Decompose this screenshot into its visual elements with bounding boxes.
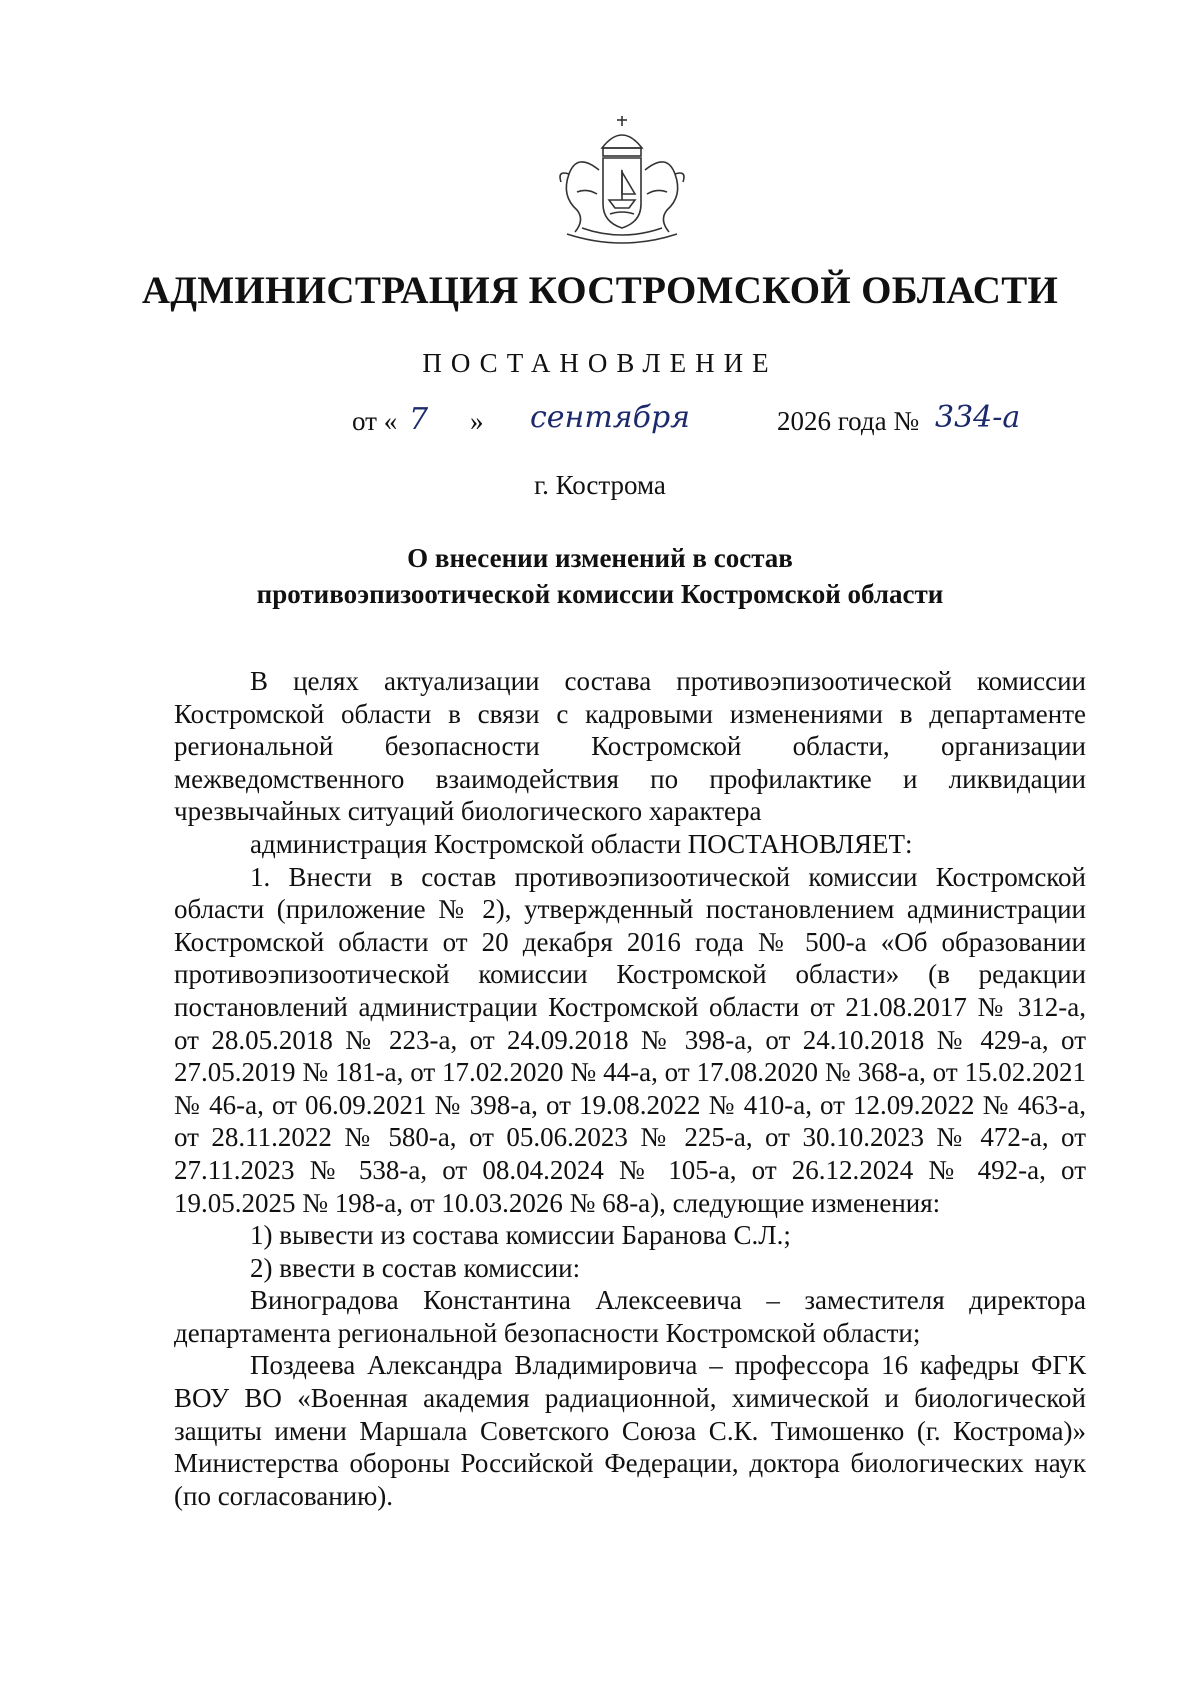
body-paragraph: 1) вывести из состава комиссии Баранова С.Л.; (250, 1220, 791, 1251)
document-body (174, 665, 1086, 1512)
date-day-close: » (470, 406, 484, 436)
organization-title: АДМИНИСТРАЦИЯ КОСТРОМСКОЙ ОБЛАСТИ (141, 269, 1059, 312)
subject-line-1: О внесении изменений в состав (407, 543, 793, 573)
body-paragraph: администрация Костромской области ПОСТАНОВЛЯЕТ: (250, 828, 913, 859)
body-paragraph: Поздеева Александра Владимировича – профессора 16 кафедры ФГК ВОУ ВО «Военная академия радиационной, химической и биологической защиты имени Маршала Советского Союза С.К. Тимошенко (г. Кострома)» Министерства обороны Российской Федерации, доктора биологических наук (по согласованию). (174, 1350, 1086, 1511)
handwritten-day: 7 (409, 402, 429, 437)
body-paragraph: 2) ввести в состав комиссии: (250, 1252, 581, 1283)
subject-line-2: противоэпизоотической комиссии Костромской области (256, 579, 944, 609)
handwritten-number: 334-а (935, 400, 1021, 435)
document-subject (0, 540, 1200, 612)
document-type: ПОСТАНОВЛЕНИЕ (422, 348, 778, 378)
date-year: 2026 года № (777, 406, 920, 436)
handwritten-month: сентября (530, 400, 691, 435)
date-prefix: от « (352, 406, 398, 436)
body-paragraph: В целях актуализации состава противоэпизоотической комиссии Костромской области в связи с кадровыми изменениями в департаменте региональной безопасности Костромской области, организации межведомственного взаимодействия по профилактике и ликвидации чрезвычайных ситуаций биологического характера (174, 666, 1086, 827)
city-line: г. Кострома (534, 470, 666, 500)
body-paragraph: 1. Внести в состав противоэпизоотической комиссии Костромской области (приложение № 2), утвержденный постановлением администрации Костромской области от 20 декабря 2016 года № 500-а «Об образовании противоэпизоотической комиссии Костромской области» (в редакции постановлений администрации Костромской области от 21.08.2017 № 312-а, от 28.05.2018 № 223-а, от 24.09.2018 № 398-а, от 24.10.2018 № 429-а, от 27.05.2019 № 181-а, от 17.02.2020 № 44-а, от 17.08.2020 № 368-а, от 15.02.2021 № 46-а, от 06.09.2021 № 398-а, от 19.08.2022 № 410-а, от 12.09.2022 № 463-а, от 28.11.2022 № 580-а, от 05.06.2023 № 225-а, от 30.10.2023 № 472-а, от 27.11.2023 № 538-а, от 08.04.2024 № 105-а, от 26.12.2024 № 492-а, от 19.05.2025 № 198-а, от 10.03.2026 № 68-а), следующие изменения: (174, 861, 1086, 1218)
body-paragraph: Виноградова Константина Алексеевича – заместителя директора департамента региональной безопасности Костромской области; (174, 1285, 1086, 1348)
coat-of-arms-icon (547, 112, 697, 252)
